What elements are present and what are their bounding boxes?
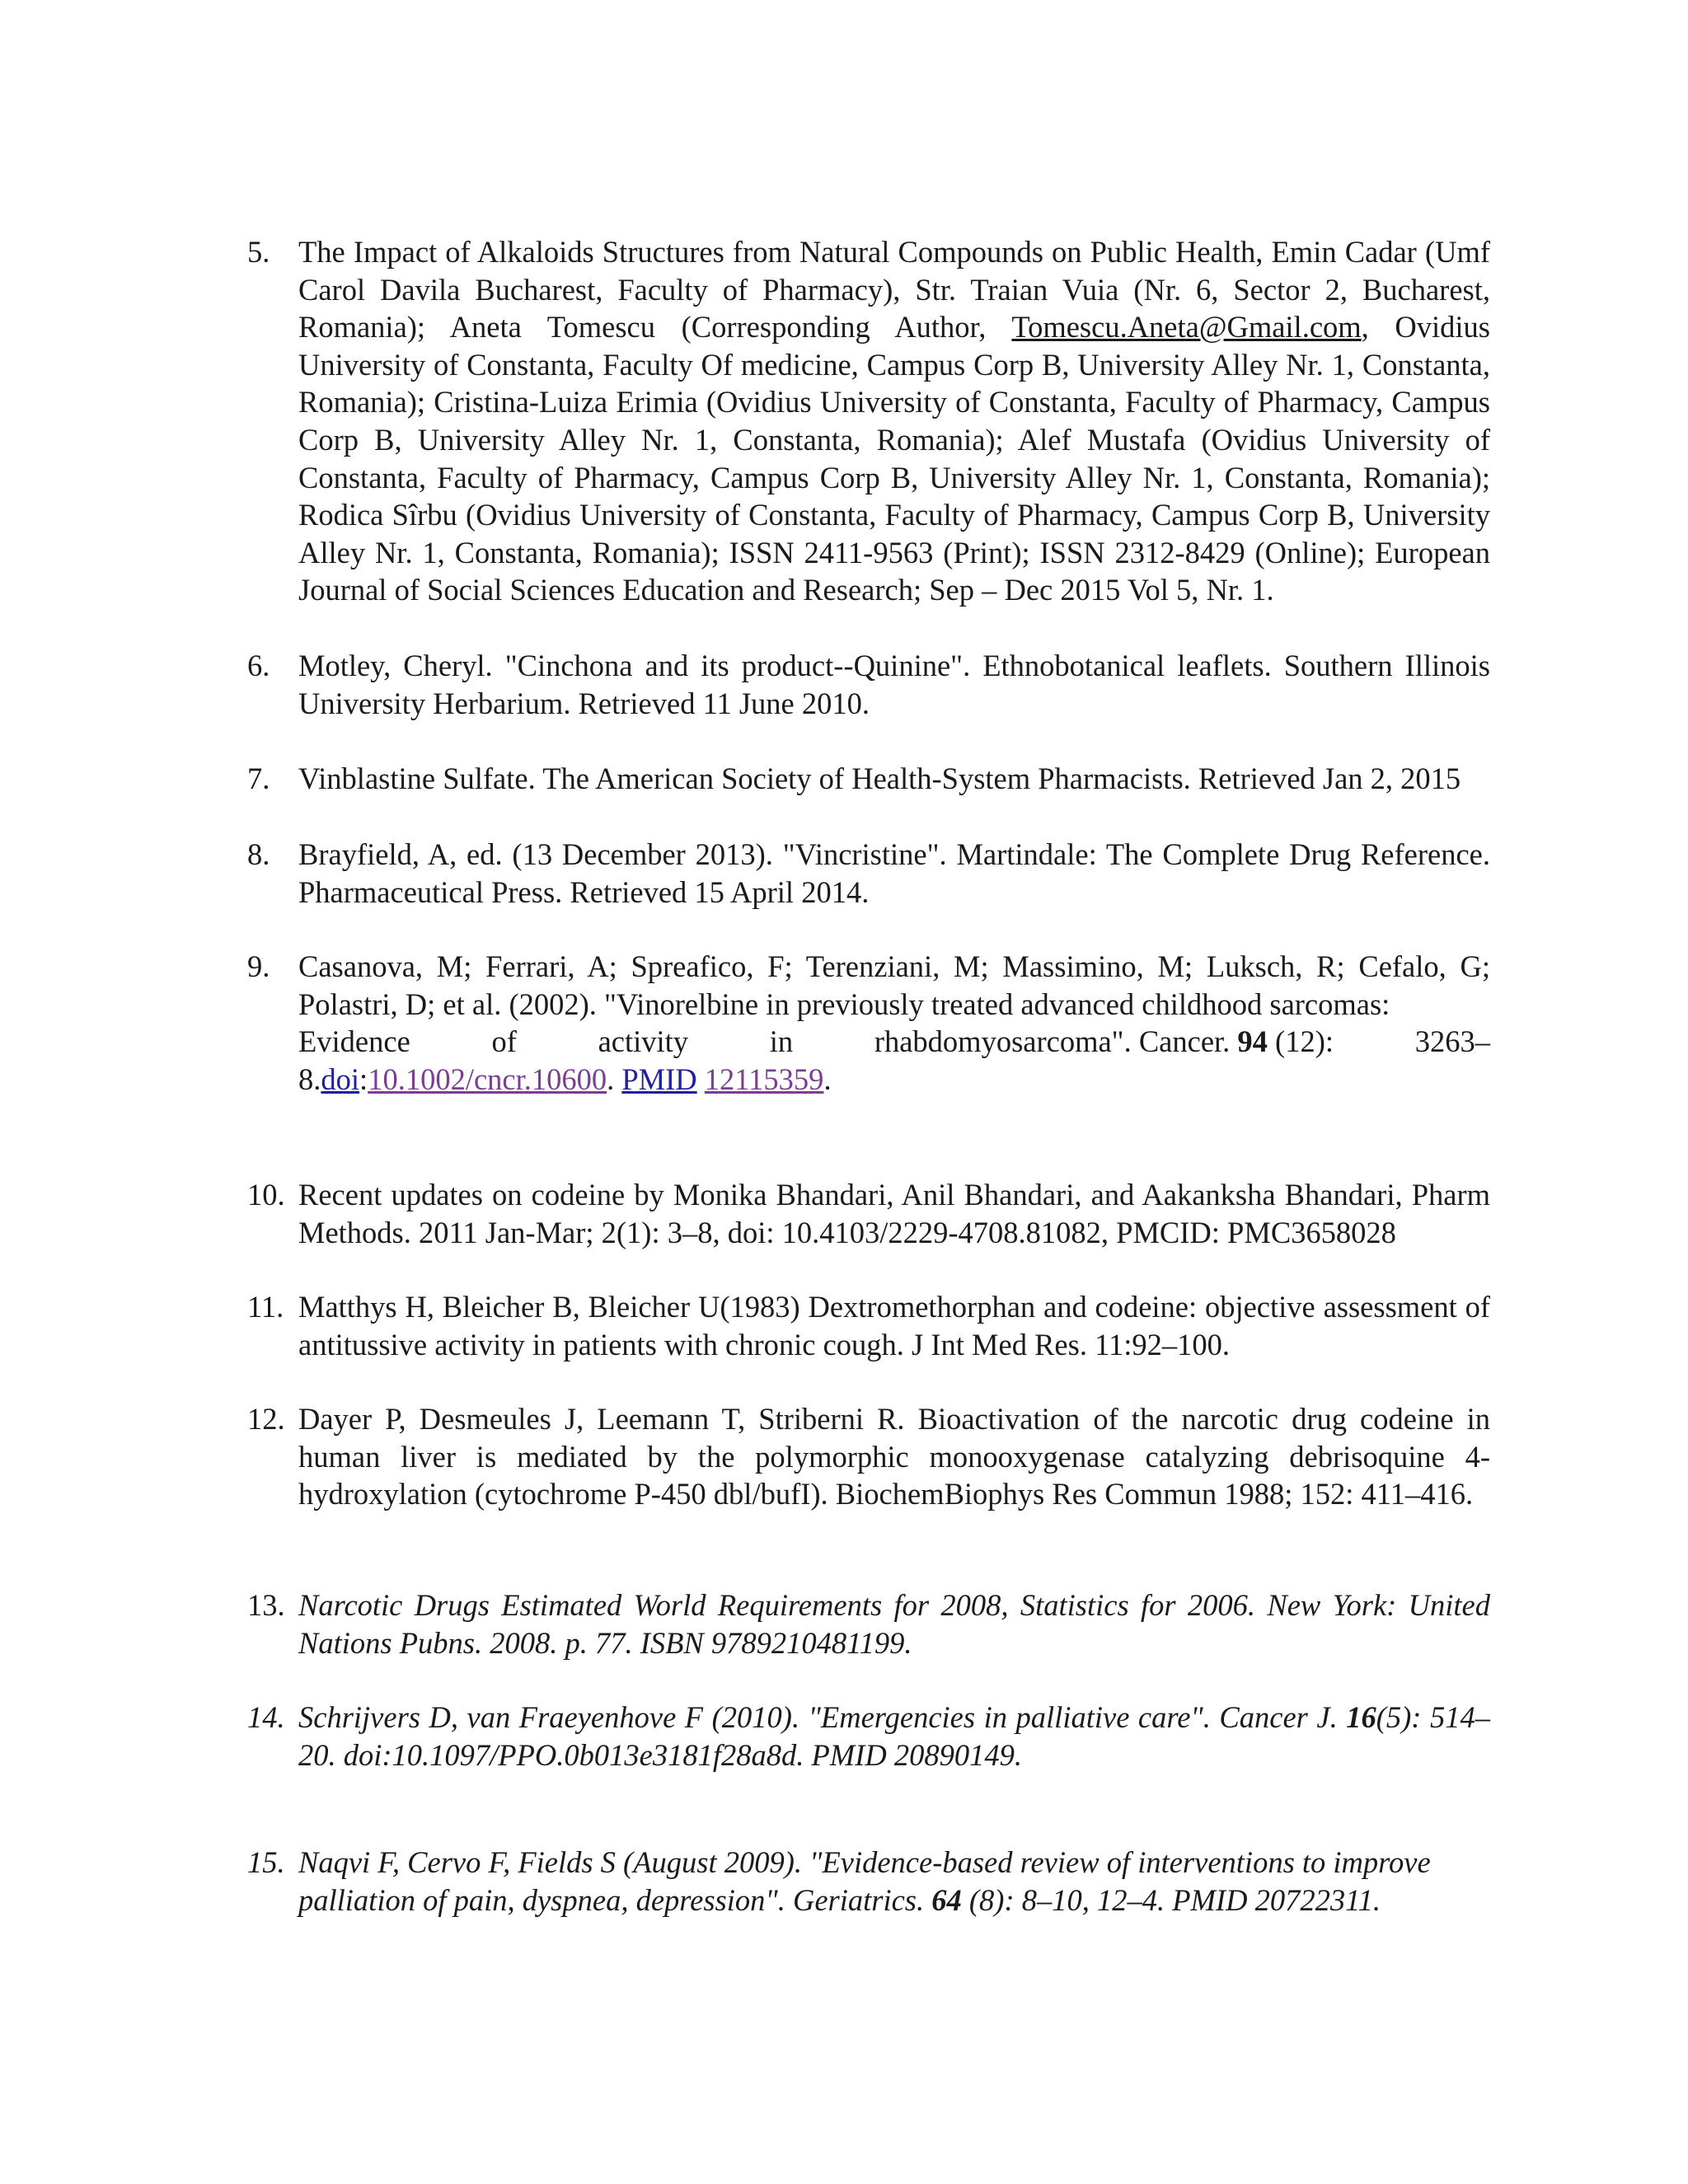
reference-text-part: Naqvi F, Cervo F, Fields S (August 2009). "Evidence-based review of interventions to improve palliation of pain, dyspnea, depression". Geriatrics. — [298, 1845, 1431, 1917]
volume-number: 64 — [931, 1882, 962, 1917]
reference-item-6 — [247, 647, 1490, 722]
reference-text — [298, 233, 1490, 609]
reference-number: 10. — [247, 1178, 285, 1212]
reference-item-11 — [247, 1288, 1490, 1363]
pages-end: 8. — [298, 1062, 321, 1096]
reference-word-group — [874, 1023, 1334, 1061]
doi-separator: : — [359, 1062, 368, 1096]
reference-text-part: (8): 8–10, 12–4. PMID 20722311. — [961, 1882, 1381, 1917]
reference-word: activity — [598, 1024, 689, 1059]
reference-word: of — [491, 1024, 517, 1059]
reference-text — [298, 948, 1490, 1098]
reference-item-14 — [247, 1699, 1490, 1774]
reference-item-5 — [247, 233, 1490, 609]
reference-text-part: Casanova, M; Ferrari, A; Spreafico, F; Terenziani, M; Massimino, M; Luksch, R; Cefalo, G; Polastri, D; et al. (2002). "Vinorelbine in previously treated advanced childhood sarcomas: — [298, 949, 1490, 1021]
pmid-value-link[interactable]: 12115359 — [704, 1062, 824, 1096]
reference-item-10 — [247, 1176, 1490, 1251]
reference-item-15 — [247, 1844, 1490, 1919]
separator: . — [607, 1062, 622, 1096]
reference-number: 12. — [247, 1402, 285, 1436]
reference-text: Matthys H, Bleicher B, Bleicher U(1983) Dextromethorphan and codeine: objective assessment of antitussive activity in patients with chronic cough. J Int Med Res. 11:92–100. — [298, 1290, 1490, 1361]
reference-number: 8. — [247, 837, 270, 871]
reference-text-part: Schrijvers D, van Fraeyenhove F (2010). "Emergencies in palliative care". Cancer J. — [298, 1700, 1347, 1734]
reference-text: Brayfield, A, ed. (13 December 2013). "Vincristine". Martindale: The Complete Drug Reference. Pharmaceutical Press. Retrieved 15 April 2014. — [298, 837, 1490, 909]
reference-text: Dayer P, Desmeules J, Leemann T, Striberni R. Bioactivation of the narcotic drug codeine in human liver is mediated by the polymorphic monooxygenase catalyzing debrisoquine 4-hydroxylation (cytochrome P-450 dbl/bufI). BiochemBiophys Res Commun 1988; 152: 411–416. — [298, 1402, 1490, 1511]
reference-number: 15. — [247, 1845, 285, 1879]
volume-number: 16 — [1346, 1700, 1376, 1734]
reference-item-13 — [247, 1586, 1490, 1661]
reference-number: 13. — [247, 1588, 285, 1622]
reference-text: Narcotic Drugs Estimated World Requirements for 2008, Statistics for 2006. New York: United Nations Pubns. 2008. p. 77. ISBN 9789210481199. — [298, 1588, 1490, 1660]
reference-item-8 — [247, 836, 1490, 911]
reference-word: in — [769, 1024, 794, 1059]
reference-number: 11. — [247, 1290, 284, 1324]
pages-start: 3263– — [1414, 1024, 1490, 1059]
volume-number: 94 — [1237, 1024, 1268, 1059]
doi-value-link[interactable]: 10.1002/cncr.10600 — [368, 1062, 607, 1096]
reference-number: 9. — [247, 949, 270, 983]
reference-number: 5. — [247, 235, 270, 269]
reference-number: 14. — [247, 1700, 285, 1734]
reference-link-line — [298, 1061, 1490, 1099]
reference-text-part: (5): 514–20. doi:10.1097/PPO.0b013e3181f28a8d. PMID 20890149. — [298, 1700, 1490, 1772]
reference-word: Evidence — [298, 1024, 410, 1059]
reference-word: rhabdomyosarcoma". Cancer. — [874, 1024, 1238, 1059]
reference-text-part: , Ovidius University of Constanta, Faculty Of medicine, Campus Corp B, University Alley Nr. 1, Constanta, Romania); Cristina-Luiza Erimia (Ovidius University of Constanta, Faculty of Pharmacy, Campus Corp B, University Alley Nr. 1, Constanta, Romania); Alef Mustafa (Ovidius University of Constanta, Faculty of Pharmacy, Campus Corp B, University Alley Nr. 1, Constanta, Romania); Rodica Sîrbu (Ovidius University of Constanta, Faculty of Pharmacy, Campus Corp B, University Alley Nr. 1, Constanta, Romania); ISSN 2411-9563 (Print); ISSN 2312-8429 (Online); European Journal of Social Sciences Education and Research; Sep – Dec 2015 Vol 5, Nr. 1. — [298, 310, 1490, 607]
reference-text — [298, 1699, 1490, 1774]
reference-text — [298, 1844, 1490, 1919]
pmid-label-link[interactable]: PMID — [621, 1062, 697, 1096]
reference-number: 7. — [247, 762, 270, 795]
issue-pages: (12): — [1267, 1024, 1334, 1059]
reference-text-part: The Impact of Alkaloids Structures from Natural Compounds on Public Health, Emin Cadar (Umf Carol Davila Bucharest, Faculty of Pharmacy), Str. Traian Vuia (Nr. 6, Sector 2, Bucharest, Romania); Aneta Tomescu (Corresponding Author, — [298, 235, 1490, 344]
reference-justified-line — [298, 1023, 1490, 1061]
terminal-period: . — [823, 1062, 832, 1096]
reference-item-9 — [247, 948, 1490, 1098]
reference-number: 6. — [247, 649, 270, 682]
email-link[interactable]: Tomescu.Aneta@Gmail.com — [1011, 310, 1362, 344]
reference-text: Motley, Cheryl. "Cinchona and its product--Quinine". Ethnobotanical leaflets. Southern Illinois University Herbarium. Retrieved 11 June 2010. — [298, 649, 1490, 720]
reference-text: Vinblastine Sulfate. The American Society of Health-System Pharmacists. Retrieved Jan 2, 2015 — [298, 762, 1461, 795]
reference-item-7 — [247, 760, 1490, 798]
separator — [697, 1062, 705, 1096]
reference-text: Recent updates on codeine by Monika Bhandari, Anil Bhandari, and Aakanksha Bhandari, Pharm Methods. 2011 Jan-Mar; 2(1): 3–8, doi: 10.4103/2229-4708.81082, PMCID: PMC3658028 — [298, 1178, 1490, 1249]
doi-label-link[interactable]: doi — [321, 1062, 360, 1096]
reference-item-12 — [247, 1400, 1490, 1513]
